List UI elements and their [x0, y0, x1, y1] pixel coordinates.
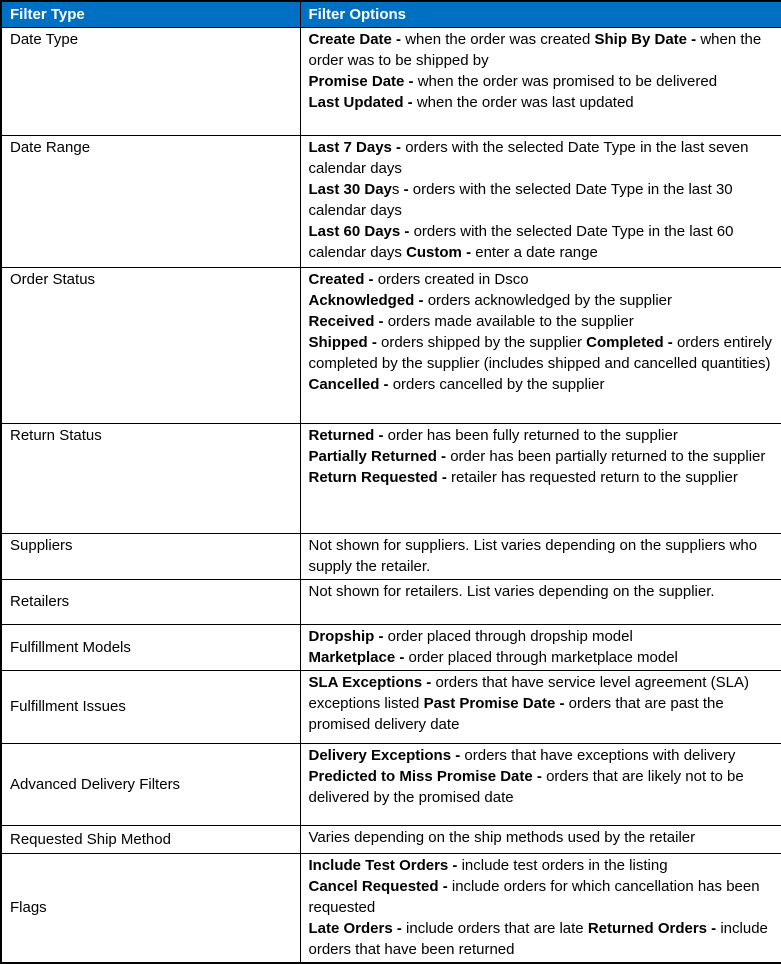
table-row	[1, 671, 781, 744]
option-term: Ship By Date -	[594, 31, 701, 48]
option-paragraph	[309, 29, 774, 71]
filter-options-cell	[300, 580, 781, 625]
option-paragraph	[309, 876, 774, 918]
filter-options-cell	[300, 28, 781, 136]
option-term: Past Promise Date -	[423, 695, 569, 712]
option-description: orders acknowledged by the supplier	[427, 292, 673, 309]
option-paragraph	[309, 221, 774, 263]
option-term: Last Updated -	[308, 94, 417, 111]
option-description: orders made available to the supplier	[387, 313, 634, 330]
option-description: when the order was promised to be delivered	[417, 73, 718, 90]
option-description: include orders that have been returned	[308, 920, 768, 958]
option-term: -	[403, 181, 413, 198]
filter-type-cell: Return Status	[1, 424, 300, 534]
option-description: order has been fully returned to the supplier	[387, 427, 678, 444]
option-description: Not shown for suppliers. List varies depending on the suppliers who supply the retailer.	[308, 537, 758, 575]
option-paragraph	[309, 647, 774, 668]
option-paragraph	[309, 332, 774, 374]
filter-options-cell	[300, 625, 781, 671]
filter-type-cell: Date Range	[1, 136, 300, 268]
option-term: Create Date -	[308, 31, 406, 48]
table-header	[1, 1, 781, 28]
option-term: Partially Returned -	[308, 448, 451, 465]
option-term: Completed -	[586, 334, 677, 351]
option-paragraph	[309, 92, 774, 113]
option-description: orders that are past the promised delivery date	[308, 695, 724, 733]
option-term: Late Orders -	[308, 920, 407, 937]
table-row	[1, 268, 781, 424]
option-description: when the order was to be shipped by	[308, 31, 762, 69]
option-term: Returned -	[308, 427, 388, 444]
option-description: when the order was last updated	[416, 94, 634, 111]
filter-type-cell: Fulfillment Models	[1, 625, 300, 671]
option-paragraph	[309, 290, 774, 311]
option-term: SLA Exceptions -	[308, 674, 436, 691]
table-row	[1, 424, 781, 534]
option-description: orders that have exceptions with delivery	[464, 747, 736, 764]
option-paragraph	[309, 672, 774, 735]
table-row	[1, 136, 781, 268]
option-paragraph	[309, 467, 774, 488]
option-term: Include Test Orders -	[308, 857, 462, 874]
filter-type-cell: Suppliers	[1, 534, 300, 580]
option-paragraph	[309, 446, 774, 467]
filter-type-cell: Retailers	[1, 580, 300, 625]
option-term: Return Requested -	[308, 469, 452, 486]
option-description: orders created in Dsco	[377, 271, 529, 288]
option-term: Acknowledged -	[308, 292, 428, 309]
option-paragraph	[309, 269, 774, 290]
option-description: order has been partially returned to the supplier	[450, 448, 766, 465]
table-row	[1, 854, 781, 964]
option-paragraph	[309, 311, 774, 332]
filter-options-cell	[300, 744, 781, 826]
option-description: Not shown for retailers. List varies depending on the supplier.	[308, 583, 715, 600]
filter-options-cell	[300, 268, 781, 424]
option-description: orders shipped by the supplier	[381, 334, 587, 351]
option-description: orders cancelled by the supplier	[392, 376, 605, 393]
option-description: enter a date range	[475, 244, 598, 261]
option-paragraph	[309, 745, 774, 766]
option-paragraph	[309, 425, 774, 446]
option-term: Dropship -	[308, 628, 388, 645]
filter-options-cell	[300, 424, 781, 534]
table-body	[1, 28, 781, 964]
option-paragraph	[309, 535, 774, 577]
option-term: Received -	[308, 313, 388, 330]
option-paragraph	[309, 581, 774, 602]
option-paragraph	[309, 827, 774, 848]
option-paragraph	[309, 179, 774, 221]
option-term: Predicted to Miss Promise Date -	[308, 768, 547, 785]
option-paragraph	[309, 766, 774, 808]
option-description: include orders for which cancellation has been requested	[308, 878, 760, 916]
option-description: order placed through marketplace model	[408, 649, 678, 666]
filter-options-cell	[300, 534, 781, 580]
option-paragraph	[309, 918, 774, 960]
table-row	[1, 744, 781, 826]
column-header-filter-options: Filter Options	[300, 1, 781, 28]
option-description: Varies depending on the ship methods used by the retailer	[308, 829, 696, 846]
filter-type-cell: Order Status	[1, 268, 300, 424]
table-row	[1, 625, 781, 671]
option-term: Created -	[308, 271, 378, 288]
filter-options-cell	[300, 671, 781, 744]
filter-type-cell: Advanced Delivery Filters	[1, 744, 300, 826]
option-description: orders that have service level agreement (SLA) exceptions listed	[308, 674, 749, 712]
filter-options-cell	[300, 136, 781, 268]
option-term: Returned Orders -	[587, 920, 721, 937]
filter-type-cell: Flags	[1, 854, 300, 964]
table-row	[1, 534, 781, 580]
option-description: orders entirely completed by the supplier (includes shipped and cancelled quantities)	[308, 334, 773, 372]
filter-type-cell: Date Type	[1, 28, 300, 136]
option-description: order placed through dropship model	[387, 628, 633, 645]
option-term: Last 7 Days -	[308, 139, 406, 156]
option-paragraph	[309, 855, 774, 876]
option-term: Promise Date -	[308, 73, 418, 90]
option-paragraph	[309, 626, 774, 647]
option-term: Last 30 Day	[308, 181, 392, 198]
option-term: Cancel Requested -	[308, 878, 452, 895]
filter-options-cell	[300, 854, 781, 964]
option-term: Marketplace -	[308, 649, 409, 666]
filter-options-cell	[300, 826, 781, 854]
option-term: Shipped -	[308, 334, 381, 351]
option-paragraph	[309, 71, 774, 92]
table-row	[1, 28, 781, 136]
filter-type-cell: Fulfillment Issues	[1, 671, 300, 744]
header-row	[1, 1, 781, 28]
option-description: when the order was created	[405, 31, 595, 48]
column-header-filter-type: Filter Type	[1, 1, 300, 28]
option-paragraph	[309, 137, 774, 179]
option-description: orders with the selected Date Type in the last 60 calendar days	[308, 223, 734, 261]
option-paragraph	[309, 374, 774, 395]
option-description: orders that are likely not to be delivered by the promised date	[308, 768, 744, 806]
table-row	[1, 580, 781, 625]
option-description: include orders that are late	[406, 920, 588, 937]
option-term: Custom -	[406, 244, 476, 261]
option-description: s	[391, 181, 404, 198]
table-row	[1, 826, 781, 854]
option-term: Delivery Exceptions -	[308, 747, 465, 764]
option-description: retailer has requested return to the supplier	[451, 469, 738, 486]
option-description: include test orders in the listing	[461, 857, 668, 874]
option-description: orders with the selected Date Type in the last seven calendar days	[308, 139, 749, 177]
option-description: orders with the selected Date Type in the last 30 calendar days	[308, 181, 733, 219]
option-term: Cancelled -	[308, 376, 393, 393]
filter-type-cell: Requested Ship Method	[1, 826, 300, 854]
option-term: Last 60 Days -	[308, 223, 414, 240]
